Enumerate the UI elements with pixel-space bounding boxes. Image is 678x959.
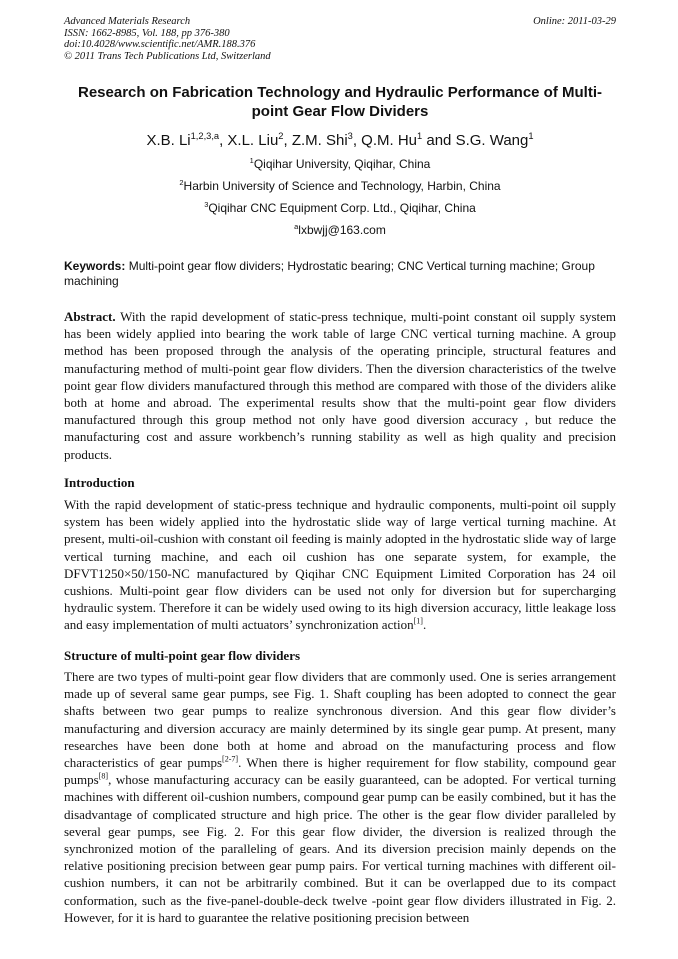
author-name: S.G. Wang (455, 132, 529, 149)
affiliation-2 (64, 179, 616, 193)
keywords-text: Multi-point gear flow dividers; Hydrostatic bearing; CNC Vertical turning machine; Group machining (64, 259, 595, 288)
citation: [2-7] (222, 754, 239, 764)
structure-text: , whose manufacturing accuracy can be easily guaranteed, can be adopted. For vertical turning machines with different oil-cushion numbers, compound gear pump can be easily combined, but it has the disadvantage of complicated structure and high price. The other is the gear flow divider paralleled by several gear pumps, see Fig. 2. For this gear flow divider, the diversion is realized through the synchronized motion of the paralleling of gears. And its diversion precision mainly depends on the relative positioning precision between gear pump pairs. For vertical turning machines with different oil-cushion numbers, it can not be arbitrarily combined. But it can be overlapped due to its compact conformation, such as the five-panel-double-deck twelve -point gear flow dividers illustrated in Fig. 2. However, for it is hard to guarantee the relative positioning precision between (64, 772, 616, 925)
abstract-text: With the rapid development of static-press technique, multi-point constant oil supply system has been widely applied into bearing the work table of large CNC vertical turning machine. A group method has been proposed through the analysis of the operating principle, structural features and manufacturing method of multi-point gear flow dividers. Then the diversion characteristics of the twelve point gear flow dividers manufactured through this method are compared with those of the dividers alike both at home and abroad. The experimental results show that the multi-point gear flow dividers manufactured through this group method not only have good diversion accuracy , but reduce the manufacturing cost and assure workbench’s running stability as well as high quality and precision products. (64, 309, 616, 462)
author-affiliation-mark: 1,2,3,a (190, 131, 220, 141)
author-email: lxbwjj@163.com (298, 223, 386, 237)
keywords (64, 259, 616, 289)
affiliation-text: Harbin University of Science and Technology, Harbin, China (183, 179, 501, 193)
affiliation-email (64, 223, 616, 237)
copyright-line: © 2011 Trans Tech Publications Ltd, Switzerland (64, 50, 271, 62)
affiliation-mark: 1 (249, 156, 254, 165)
affiliation-3 (64, 201, 616, 215)
author-affiliation-mark: 3 (347, 131, 353, 141)
author-affiliation-mark: 1 (417, 131, 423, 141)
structure-text: . When there is higher requirement for flow stability, compound gear pumps (64, 755, 616, 788)
citation: [8] (98, 771, 109, 781)
affiliation-text: Qiqihar CNC Equipment Corp. Ltd., Qiqihar, China (208, 201, 476, 215)
author-name: Q.M. Hu (361, 132, 418, 149)
section-heading-introduction: Introduction (64, 475, 135, 490)
section-heading-structure: Structure of multi-point gear flow dividers (64, 648, 301, 663)
online-date: Online: 2011-03-29 (533, 16, 616, 27)
author-separator: , (219, 132, 228, 149)
affiliation-mark: 3 (204, 200, 209, 209)
affiliation-1 (64, 157, 616, 171)
author-name: X.L. Liu (227, 132, 279, 149)
affiliation-mark: 2 (179, 178, 184, 187)
keywords-label: Keywords: (64, 259, 126, 273)
abstract (64, 308, 616, 463)
doi-line: doi:10.4028/www.scientific.net/AMR.188.376 (64, 39, 256, 51)
paper-title: Research on Fabrication Technology and Hydraulic Performance of Multi-point Gear Flow Dividers (78, 84, 602, 120)
author-affiliation-mark: 1 (528, 131, 534, 141)
introduction-paragraph (64, 496, 616, 634)
affiliation-mark: a (294, 222, 299, 231)
issn-line: ISSN: 1662-8985, Vol. 188, pp 376-380 (64, 27, 230, 39)
author-separator: and (422, 132, 456, 149)
author-separator: , (283, 132, 292, 149)
author-name: Z.M. Shi (291, 132, 348, 149)
introduction-text: With the rapid development of static-press technique and hydraulic components, multi-point oil supply system has been widely applied into the hydrostatic slide way of large vertical turning machine. At present, multi-oil-cushion with constant oil feeding is mainly adopted in the hydrostatic slide way of large vertical turning machine, and each oil cushion has one separate system, for example, the DFVT1250×50/150-NC manufactured by Qiqihar CNC Equipment Limited Corporation has 24 oil cushions. Multi-point gear flow dividers can be used not only for diversion but for supercharging hydraulic system. Therefore it can be widely used owing to its high diversion accuracy, little leakage loss and easy implementation of multi actuators’ synchronization action (64, 497, 616, 633)
author-separator: , (352, 132, 362, 149)
introduction-tail: . (422, 617, 427, 633)
author-affiliation-mark: 2 (278, 131, 284, 141)
abstract-label: Abstract. (64, 309, 116, 324)
affiliation-text: Qiqihar University, Qiqihar, China (253, 157, 431, 171)
journal-name: Advanced Materials Research (64, 16, 191, 27)
author-name: X.B. Li (146, 132, 191, 149)
author-list (64, 131, 616, 151)
structure-paragraph (64, 668, 616, 926)
structure-text: There are two types of multi-point gear flow dividers that are commonly used. One is series arrangement made up of several same gear pumps, see Fig. 1. Shaft coupling has been adopted to connect the gear shafts between two gear pumps to realize synchronous diversion. And this gear flow divider’s manufacturing and diversion accuracy are mainly determined by its single gear pump. At present, many researches have been done both at home and abroad on the manufacturing process and flow characteristics of gear pumps (64, 669, 616, 771)
citation: [1] (413, 617, 423, 627)
journal-header (64, 16, 616, 62)
